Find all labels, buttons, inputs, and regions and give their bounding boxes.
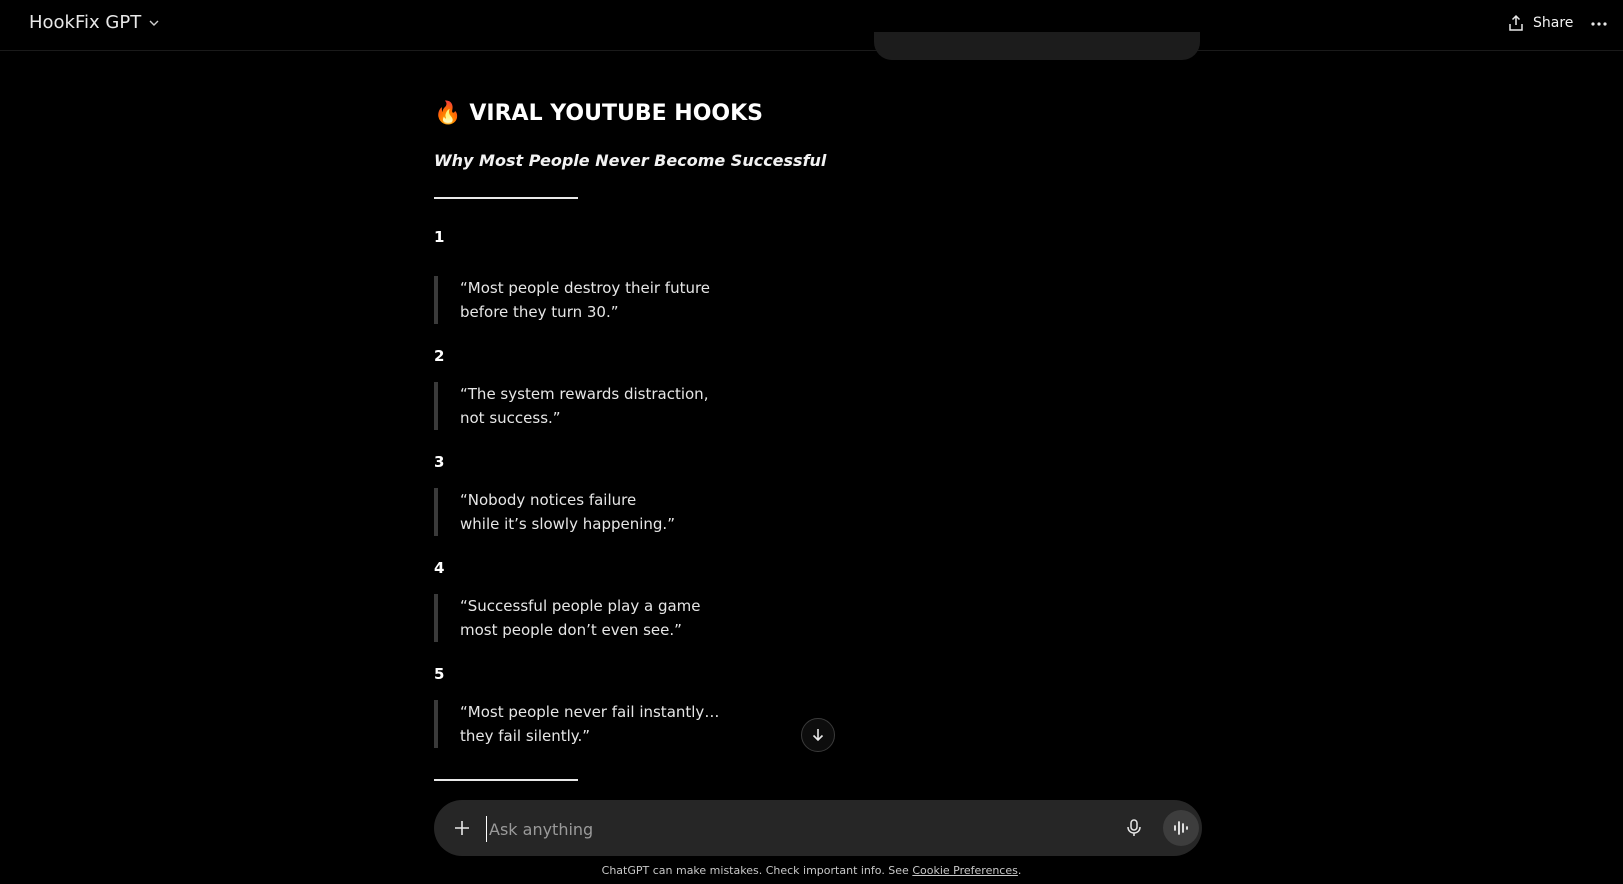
disclaimer-text: ChatGPT can make mistakes. Check important info. See: [601, 864, 913, 877]
message-composer: [434, 800, 1202, 856]
hook-number-1: 1: [434, 228, 445, 246]
prompt-input[interactable]: [486, 816, 1091, 842]
disclaimer-period: .: [1017, 864, 1022, 877]
hook-number-5: 5: [434, 665, 445, 683]
voice-mode-icon: [1172, 820, 1190, 836]
disclaimer: [0, 864, 1623, 877]
divider-bottom: [434, 779, 578, 781]
share-button[interactable]: [1507, 14, 1573, 32]
share-label: Share: [1533, 15, 1574, 31]
microphone-icon[interactable]: [1124, 818, 1144, 838]
hook-quote-5: “Most people never fail instantly… they fail silently.”: [434, 700, 760, 748]
divider-top: [434, 197, 578, 199]
model-selector[interactable]: [29, 12, 161, 33]
hook-quote-4: “Successful people play a game most people don’t even see.”: [434, 594, 760, 642]
hook-quote-1: “Most people destroy their future before they turn 30.”: [434, 276, 760, 324]
response-subtitle: Why Most People Never Become Successful: [434, 151, 827, 170]
voice-mode-button[interactable]: [1163, 810, 1199, 846]
hook-number-2: 2: [434, 347, 445, 365]
arrow-down-icon: [810, 727, 826, 743]
chevron-down-icon: [147, 16, 161, 30]
hook-quote-3: “Nobody notices failure while it’s slowly happening.”: [434, 488, 760, 536]
model-name: HookFix GPT: [29, 12, 142, 33]
more-options-button[interactable]: [1588, 13, 1610, 35]
scroll-to-bottom-button[interactable]: [801, 718, 835, 752]
cookie-preferences-link[interactable]: Cookie Preferences: [912, 864, 1018, 877]
fire-emoji: 🔥: [434, 101, 462, 126]
response-title: [434, 101, 763, 126]
top-bar: [0, 0, 1623, 51]
more-horizontal-icon: [1591, 22, 1607, 26]
share-icon: [1507, 14, 1525, 32]
hook-number-3: 3: [434, 453, 445, 471]
title-text: VIRAL YOUTUBE HOOKS: [469, 101, 764, 126]
hook-quote-2: “The system rewards distraction, not success.”: [434, 382, 760, 430]
previous-user-message-bubble: [874, 32, 1200, 60]
hook-number-4: 4: [434, 559, 445, 577]
plus-icon[interactable]: [452, 818, 472, 838]
